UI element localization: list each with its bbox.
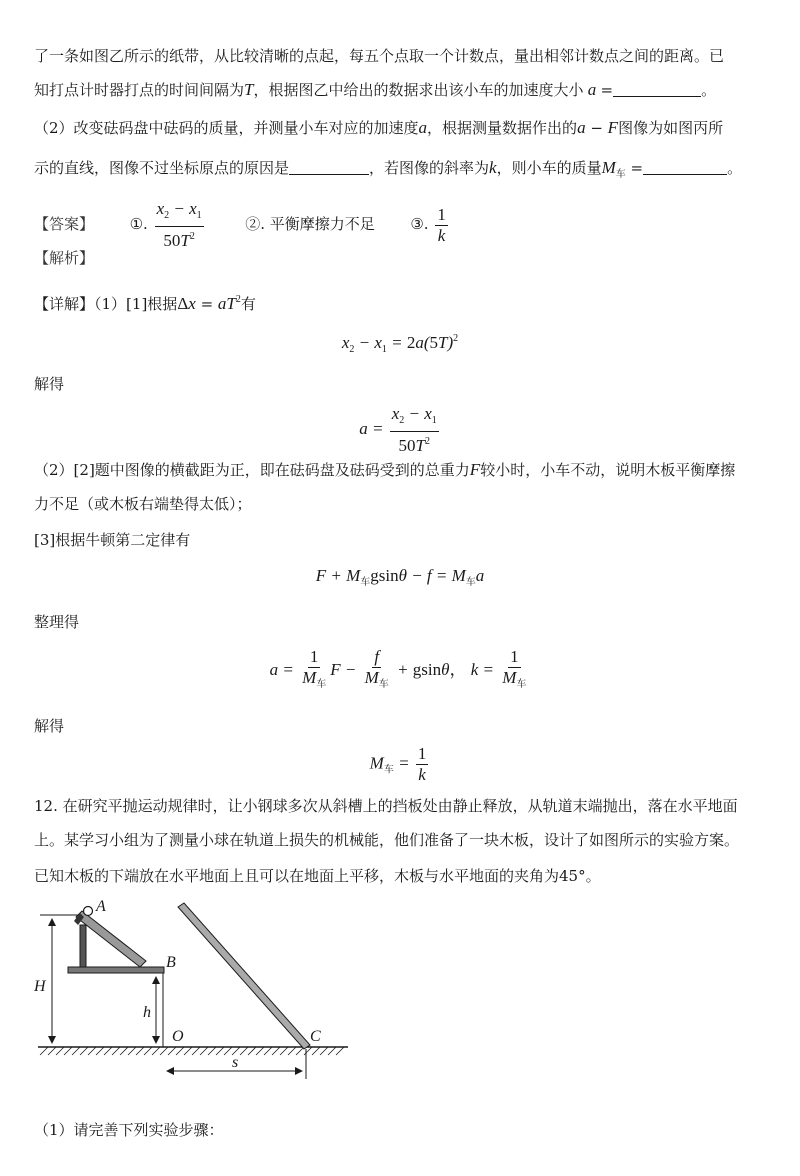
text-line: 了一条如图乙所示的纸带，从比较清晰的点起，每五个点取一个计数点，量出相邻计数点之间的距离。已 bbox=[34, 47, 725, 65]
answer-fraction: $\frac{1}{k}$ bbox=[437, 204, 446, 245]
text-fragment: 示的直线，图像不过坐标原点的原因是 bbox=[34, 159, 290, 177]
text-fragment: 。 bbox=[701, 81, 717, 99]
equation: a = $\frac{1}{M_车}$ F − $\frac{f}{M_车}$ + gsinθ， k = $\frac{1}{M_车}$ bbox=[269, 647, 527, 690]
text-line: 示的直线，图像不过坐标原点的原因是 ，若图像的斜率为k，则小车的质量$M_车$ = 。 bbox=[34, 158, 743, 180]
answer-item-1: ①. bbox=[129, 215, 148, 233]
incline-track bbox=[68, 911, 164, 973]
answer-item-3: ③. bbox=[410, 215, 429, 233]
detail-tag: 【详解】 bbox=[34, 295, 95, 313]
answer-blank bbox=[643, 160, 727, 175]
experiment-figure bbox=[0, 895, 800, 1095]
question-12-line: 已知木板的下端放在水平地面上且可以在地面上平移，木板与水平地面的夹角为45°。 bbox=[34, 867, 601, 885]
label-s: s bbox=[232, 1054, 239, 1071]
text-fragment: 知打点计时器打点的时间间隔为 bbox=[34, 81, 245, 99]
text-fragment: ，若图像的斜率为 bbox=[369, 159, 490, 177]
text-line: （1）请完善下列实验步骤： bbox=[34, 1121, 224, 1139]
text-line: （2）[2]题中图像的横截距为正，即在砝码盘及砝码受到的总重力F较小时，小车不动，说明木板平衡摩擦 bbox=[34, 460, 736, 479]
height-h-dimension bbox=[156, 973, 163, 1047]
question-12-line: 12. 在研究平抛运动规律时，让小钢球多次从斜槽上的挡板处由静止释放，从轨道末端抛出，落在水平地面 bbox=[34, 797, 738, 815]
equation: $F + M_车gsin\theta - f = M_车a$ bbox=[315, 566, 485, 588]
text-line: （2）改变砝码盘中砝码的质量，并测量小车对应的加速度a，根据测量数据作出的a − F图像为如图丙所 bbox=[34, 118, 724, 137]
answer-fraction: $\frac{x_2 - x_1}{50T^2}$ bbox=[156, 199, 202, 250]
label-O: O bbox=[172, 1028, 184, 1045]
text-line: 解得 bbox=[34, 717, 65, 735]
text-fragment: ，根据测量数据作出的 bbox=[427, 119, 578, 137]
label-A: A bbox=[96, 898, 106, 915]
text-line: [3]根据牛顿第二定律有 bbox=[34, 531, 191, 549]
label-h: h bbox=[143, 1004, 151, 1021]
text-line: 知打点计时器打点的时间间隔为T，根据图乙中给出的数据求出该小车的加速度大小 a = 。 bbox=[34, 80, 717, 99]
answer-blank bbox=[613, 82, 701, 97]
text-line: 【详解】（1）[1]根据$\Delta x = aT^2$有 bbox=[34, 294, 256, 313]
steel-ball bbox=[84, 907, 93, 916]
text-line: 整理得 bbox=[34, 613, 80, 631]
answer-blank bbox=[289, 160, 369, 175]
answer-item-2: ②. 平衡摩擦力不足 bbox=[245, 215, 375, 233]
question-12-line: 上。某学习小组为了测量小球在轨道上损失的机械能，他们准备了一块木板，设计了如图所示的实验方案。 bbox=[34, 831, 740, 849]
text-fragment: （2）改变砝码盘中砝码的质量，并测量小车对应的加速度 bbox=[34, 119, 419, 137]
text-fragment: 有 bbox=[240, 295, 256, 313]
answer-tag: 【答案】 bbox=[34, 215, 95, 233]
text-fragment: 图像为如图丙所 bbox=[618, 119, 724, 137]
text-fragment: ，则小车的质量 bbox=[496, 159, 602, 177]
text-fragment: ，根据图乙中给出的数据求出该小车的加速度大小 bbox=[253, 81, 584, 99]
label-C: C bbox=[310, 1028, 321, 1045]
equation: a = $\frac{x_2 - x_1}{50T^2}$ bbox=[359, 404, 437, 455]
text-line: 力不足（或木板右端垫得太低）； bbox=[34, 495, 252, 513]
analysis-tag: 【解析】 bbox=[34, 249, 95, 267]
label-B: B bbox=[166, 954, 176, 971]
text-fragment: 。 bbox=[727, 159, 743, 177]
wooden-board bbox=[178, 903, 310, 1049]
label-H: H bbox=[34, 978, 46, 995]
text-line: 解得 bbox=[34, 375, 65, 393]
equation: $x_2 - x_1 = 2a(5T)^2$ bbox=[341, 333, 459, 355]
height-H-dimension bbox=[40, 915, 86, 1043]
answer-line bbox=[34, 200, 450, 250]
equation: $M_车$ = $\frac{1}{k}$ bbox=[369, 744, 427, 784]
text-fragment: （1）[1]根据 bbox=[94, 295, 178, 313]
text-fragment: （2）[2]题中图像的横截距为正，即在砝码盘及砝码受到的总重力 bbox=[34, 461, 470, 479]
ground bbox=[38, 1047, 348, 1055]
text-fragment: 较小时，小车不动，说明木板平衡摩擦 bbox=[480, 461, 736, 479]
